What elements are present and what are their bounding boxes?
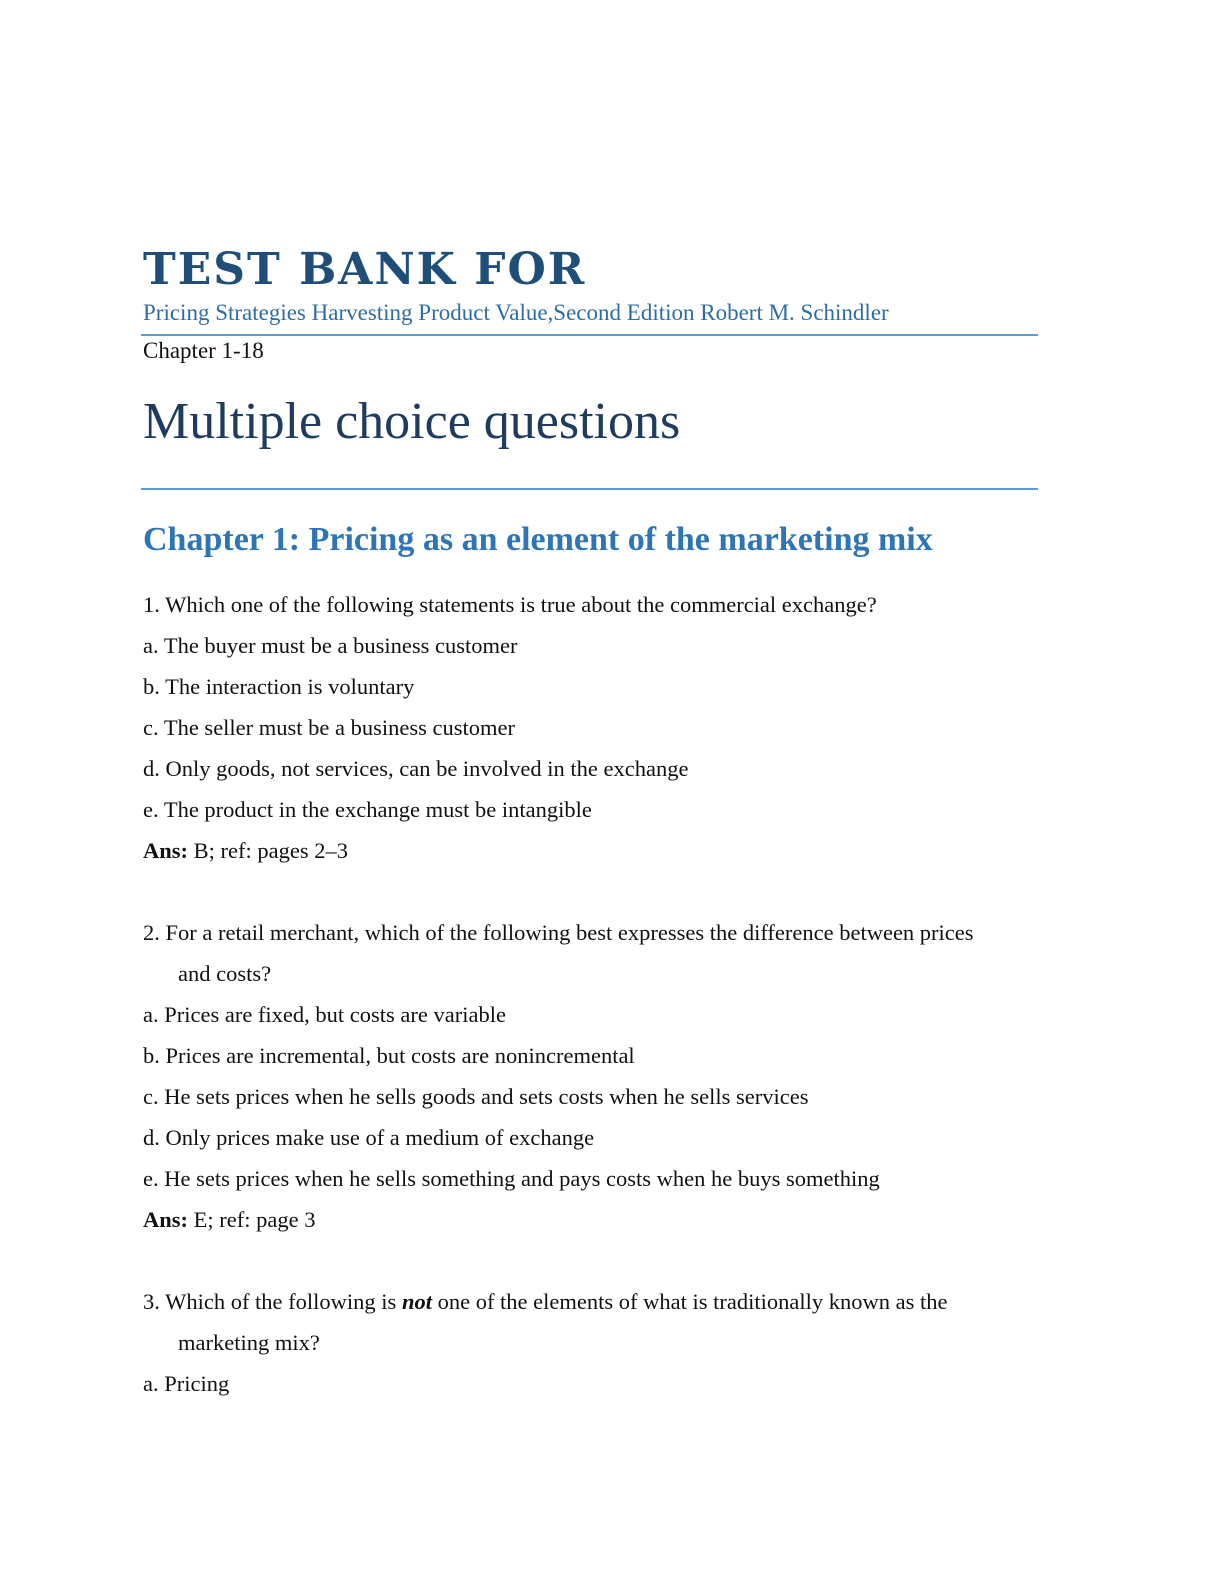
answer-label: Ans:	[143, 838, 189, 863]
question-1-option-d: d. Only goods, not services, can be involved in the exchange	[143, 756, 689, 781]
document-subtitle: Pricing Strategies Harvesting Product Value,Second Edition Robert M. Schindler	[143, 300, 889, 325]
question-3-stem-end: one of the elements of what is traditionally known as the	[431, 1289, 948, 1314]
chapter-range: Chapter 1-18	[143, 338, 264, 363]
answer-text: E; ref: page 3	[188, 1207, 316, 1232]
question-2-option-c: c. He sets prices when he sells goods and sets costs when he sells services	[143, 1084, 809, 1109]
question-2-option-a: a. Prices are fixed, but costs are variable	[143, 1002, 506, 1027]
question-1-stem: 1. Which one of the following statements is true about the commercial exchange?	[143, 592, 877, 617]
question-1-option-e: e. The product in the exchange must be intangible	[143, 797, 592, 822]
document-title: TEST BANK FOR	[143, 244, 587, 295]
question-3-option-a: a. Pricing	[143, 1371, 230, 1396]
question-3-emphasis: not	[401, 1289, 432, 1314]
divider-top	[141, 334, 1038, 336]
divider-section	[141, 488, 1038, 490]
question-2-stem-continued: and costs?	[178, 961, 272, 986]
question-3-stem-start: 3. Which of the following is	[143, 1289, 402, 1314]
chapter-heading: Chapter 1: Pricing as an element of the marketing mix	[143, 521, 933, 558]
question-1-option-a: a. The buyer must be a business customer	[143, 633, 518, 658]
question-2-option-d: d. Only prices make use of a medium of exchange	[143, 1125, 595, 1150]
question-2-option-b: b. Prices are incremental, but costs are nonincremental	[143, 1043, 635, 1068]
question-1-option-b: b. The interaction is voluntary	[143, 674, 415, 699]
question-3-stem	[143, 1287, 947, 1317]
answer-label: Ans:	[143, 1207, 189, 1232]
question-1-answer	[143, 836, 348, 866]
question-3-stem-continued: marketing mix?	[178, 1330, 320, 1355]
question-2-option-e: e. He sets prices when he sells something and pays costs when he buys something	[143, 1166, 880, 1191]
section-heading: Multiple choice questions	[143, 393, 681, 450]
question-2-answer	[143, 1205, 315, 1235]
answer-text: B; ref: pages 2–3	[188, 838, 348, 863]
question-2-stem: 2. For a retail merchant, which of the following best expresses the difference between prices	[143, 920, 974, 945]
question-1-option-c: c. The seller must be a business customer	[143, 715, 515, 740]
